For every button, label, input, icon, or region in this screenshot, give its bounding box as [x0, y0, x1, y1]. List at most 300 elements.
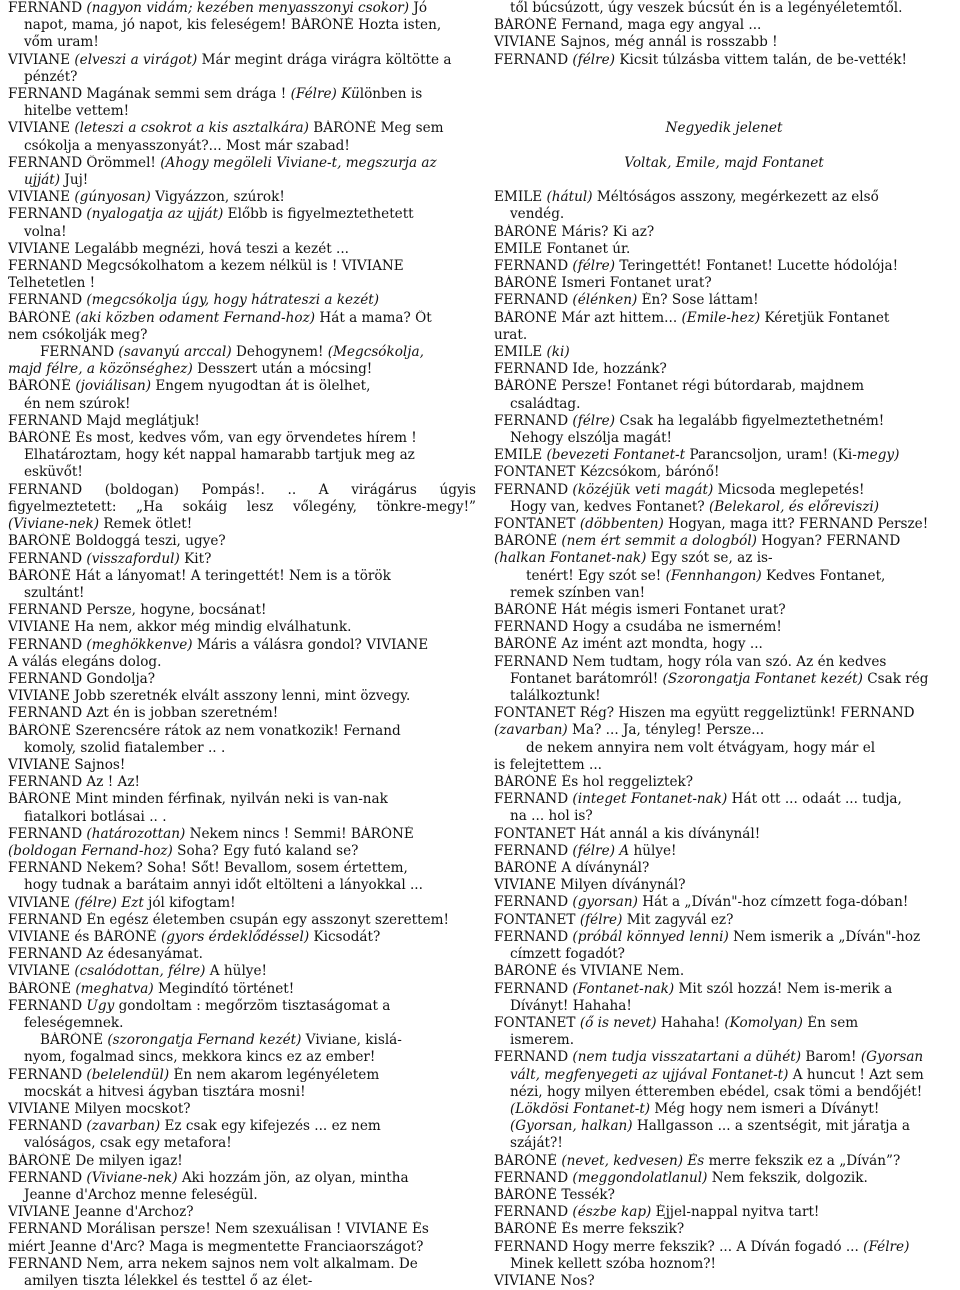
script-line — [8, 516, 476, 533]
dialogue-text: Kit? — [179, 550, 212, 567]
stage-direction: (gyors érdeklődéssel) — [161, 928, 310, 945]
dialogue-text: BÁRÓNÉ A díványnál? — [494, 860, 650, 877]
stage-direction: (Félre) — [863, 1238, 910, 1255]
dialogue-text: pénzét? — [24, 68, 78, 85]
script-line — [494, 464, 954, 481]
dialogue-text: FONTANET — [494, 1014, 580, 1031]
script-line — [494, 0, 954, 17]
stage-direction: (Emile-hez) — [681, 309, 761, 326]
dialogue-text: FONTANET Kézcsókom, bárónő! — [494, 464, 720, 481]
script-line — [8, 17, 476, 34]
dialogue-text: figyelmeztetett: „Ha sokáig lesz vőlegény, tönkre-megy!” — [8, 498, 476, 515]
dialogue-text: FERNAND Hogy a csudába ne ismerném! — [494, 619, 782, 636]
script-line — [8, 757, 476, 774]
dialogue-text: BÁRÓNÉ És most, kedves vőm, van egy örvendetes hírem ! — [8, 430, 417, 447]
dialogue-text: FERNAND Nem tudtam, hogy róla van szó. Az én kedves — [494, 653, 887, 670]
dialogue-text: Hát ott ... odaát ... tudja, — [727, 791, 902, 808]
dialogue-text: Viviane, kislá- — [301, 1032, 402, 1049]
script-line — [8, 843, 476, 860]
stage-direction: vált, megfenyegeti az ujjával Fontanet-t) — [510, 1066, 789, 1083]
stage-direction: (gyorsan) — [572, 894, 638, 911]
script-line — [8, 86, 476, 103]
dialogue-text: VIVIANE Sajnos! — [8, 756, 126, 773]
script-line — [8, 120, 476, 137]
dialogue-text: BÁRÓNÉ És merre fekszik? — [494, 1221, 685, 1238]
dialogue-text: A hülye! — [205, 963, 267, 980]
dialogue-text: Soha? Egy futó kaland se? — [172, 842, 359, 859]
script-line — [494, 310, 954, 327]
dialogue-text: A válás elegáns dolog. — [8, 653, 162, 670]
script-line — [8, 791, 476, 808]
dialogue-text: FERNAND Megcsókolhatom a kezem nélkül is ! VIVIANE — [8, 258, 404, 275]
dialogue-text: FERNAND Majd meglátjuk! — [8, 412, 200, 429]
dialogue-text: FERNAND — [494, 1169, 573, 1186]
dialogue-text: címzett fogadót? — [510, 946, 625, 963]
stage-direction: (hátul) — [546, 189, 593, 206]
dialogue-text: Én nem akarom legényéletem — [169, 1066, 380, 1083]
script-line — [8, 826, 476, 843]
stage-direction: (Belekarol, és előreviszi) — [709, 498, 880, 515]
dialogue-text: vőm uram! — [24, 34, 99, 51]
script-line — [494, 533, 954, 550]
dialogue-text: feleségemnek. — [24, 1014, 124, 1031]
script-line — [8, 585, 476, 602]
dialogue-text: BÁRÓNÉ Hát a lányomat! A teringettét! Nem is a török — [8, 567, 391, 584]
script-line — [8, 654, 476, 671]
dialogue-text: fiatalkori botlásai .. . — [24, 808, 167, 825]
script-line — [494, 585, 954, 602]
dialogue-text: BÁRÓNÉ Máris? Ki az? — [494, 223, 655, 240]
stage-direction: (savanyú arccal) — [118, 344, 232, 361]
dialogue-text: BÁRÓNÉ De milyen igaz! — [8, 1152, 183, 1169]
script-line — [8, 1221, 476, 1238]
script-line — [494, 791, 954, 808]
script-line — [8, 946, 476, 963]
script-line — [8, 1187, 476, 1204]
dialogue-text: Hogyan, maga itt? FERNAND Persze! — [663, 516, 929, 533]
dialogue-text: FERNAND — [494, 928, 573, 945]
stage-direction: ujját) — [24, 172, 61, 189]
dialogue-text: FERNAND — [8, 0, 87, 16]
script-line — [8, 912, 476, 929]
script-line — [8, 671, 476, 688]
script-line — [8, 740, 476, 757]
stage-direction: (Félre) Kü — [290, 86, 360, 103]
stage-direction: (visszafordul) — [86, 550, 180, 567]
stage-direction: Úgy — [86, 997, 115, 1014]
dialogue-text: Kicsodát? — [309, 928, 381, 945]
script-line — [494, 1015, 954, 1032]
script-line — [8, 1067, 476, 1084]
dialogue-text: BÁRÓNÉ Hát mégis ismeri Fontanet urat? — [494, 602, 786, 619]
dialogue-text: FERNAND — [8, 550, 87, 567]
stage-direction: Voltak, Emile, majd Fontanet — [624, 154, 824, 171]
script-line — [8, 774, 476, 791]
script-line — [494, 1118, 954, 1135]
dialogue-text: FERNAND Magának semmi sem drága ! — [8, 86, 291, 103]
stage-direction: (Viviane-nek) — [8, 516, 100, 533]
stage-direction: (félre) — [572, 51, 615, 68]
stage-direction: (halkan Fontanet-nak) — [494, 550, 647, 567]
script-line — [8, 1256, 476, 1273]
dialogue-text: jól kifogtam! — [143, 894, 236, 911]
dialogue-text: amilyen tiszta lélekkel és testtel ő az élet- — [24, 1273, 313, 1290]
dialogue-text: volna! — [24, 223, 67, 240]
script-line — [8, 723, 476, 740]
script-line — [494, 17, 954, 34]
script-line — [494, 843, 954, 860]
script-line — [8, 1153, 476, 1170]
script-line — [494, 912, 954, 929]
script-line — [494, 877, 954, 894]
dialogue-text: Barom! — [801, 1049, 861, 1066]
dialogue-text: BARÓNÉ Boldoggá teszi, ugye? — [8, 533, 226, 550]
stage-direction: (Komolyan) — [724, 1014, 803, 1031]
dialogue-text: FONTANET — [494, 911, 580, 928]
scene-heading — [494, 155, 954, 172]
dialogue-text: BÁRÓNÉ Az imént azt mondta, hogy ... — [494, 636, 763, 653]
script-line — [494, 636, 954, 653]
stage-direction: (Szorongatja Fontanet kezét) — [662, 670, 863, 687]
stage-direction: (Ahogy megöleli Viviane-t, megszurja az — [160, 154, 437, 171]
dialogue-text: gondoltam : megőrzöm tisztaságomat a — [114, 997, 391, 1014]
dialogue-text: VIVIANE — [8, 189, 75, 206]
dialogue-text: BÁRÓNÉ Már azt hittem... — [494, 309, 682, 326]
dialogue-text: Mit szól hozzá! Nem is-merik a — [674, 980, 893, 997]
dialogue-text: komoly, szolid fiatalember .. . — [24, 739, 226, 756]
dialogue-text: FERNAND Persze, hogyne, bocsánat! — [8, 602, 267, 619]
script-line — [494, 327, 954, 344]
script-line — [494, 413, 954, 430]
script-line — [8, 499, 476, 516]
stage-direction: (bevezeti Fontanet-t — [546, 447, 686, 464]
script-line — [8, 809, 476, 826]
stage-direction: (Lökdösi Fontanet-t) — [510, 1100, 651, 1117]
dialogue-text: BÁRÓNÉ Tessék? — [494, 1186, 615, 1203]
dialogue-text: nyom, fogalmad sincs, mekkora kincs ez az ember! — [24, 1049, 376, 1066]
dialogue-text: VIVIANE Milyen mocskot? — [8, 1101, 191, 1117]
script-line — [494, 757, 954, 774]
stage-direction: (csalódottan, félre) — [74, 963, 206, 980]
dialogue-text: BÁRÓNÉ És hol reggeliztek? — [494, 774, 694, 791]
dialogue-text: ismerem. — [510, 1032, 575, 1049]
dialogue-text: FERNAND — [8, 206, 87, 223]
dialogue-text: VIVIANE Nos? — [494, 1272, 595, 1289]
dialogue-text: Aki hozzám jön, az olyan, mintha — [177, 1169, 409, 1186]
script-line — [494, 654, 954, 671]
dialogue-text: VIVIANE Jeanne d'Archoz? — [8, 1204, 194, 1221]
script-line — [494, 1049, 954, 1066]
dialogue-text: Egy szót se, az is- — [646, 550, 773, 567]
stage-direction: (döbbenten) — [579, 516, 664, 533]
stage-direction: megy) — [856, 447, 900, 464]
stage-direction: (meghökkenve) — [86, 636, 193, 653]
stage-direction: (Gyorsan — [860, 1049, 924, 1066]
script-line — [8, 860, 476, 877]
script-line — [494, 550, 954, 567]
stage-direction: (leteszi a csokrot a kis asztalkára) — [74, 120, 309, 137]
blank-line — [494, 86, 954, 103]
dialogue-text: de nekem annyira nem volt étvágyam, hogy már el — [526, 739, 876, 756]
dialogue-text: Ma? ... Ja, tényleg! Persze... — [567, 722, 765, 739]
dialogue-text: Nekem nincs ! Semmi! BÁRÓNÉ — [185, 825, 414, 842]
script-line — [8, 602, 476, 619]
script-line — [8, 1239, 476, 1256]
dialogue-text: Én sem — [802, 1014, 859, 1031]
script-line — [8, 1118, 476, 1135]
dialogue-text: Fontanet barátomról! — [510, 670, 663, 687]
script-line — [8, 0, 476, 17]
dialogue-text: Kedves Fontanet, — [761, 567, 886, 584]
dialogue-text: VIVIANE — [8, 894, 75, 911]
dialogue-text: EMILE — [494, 343, 547, 360]
dialogue-text: urat. — [494, 326, 528, 343]
stage-direction: (joviálisan) — [75, 378, 151, 395]
dialogue-text: találkoztunk! — [510, 688, 601, 705]
dialogue-text: Minek kellett szóba hoznom?! — [510, 1255, 717, 1272]
dialogue-text: BÁRÓNÉ — [8, 378, 76, 395]
dialogue-text: Csak rég — [862, 670, 929, 687]
stage-direction: (élénken) — [572, 292, 638, 309]
dialogue-text: Már megint drága virágra költötte a — [197, 51, 452, 68]
script-line — [494, 1101, 954, 1118]
dialogue-text: BÁRÓNÉ Fernand, maga egy angyal ... — [494, 17, 762, 34]
script-line — [8, 929, 476, 946]
script-line — [8, 637, 476, 654]
dialogue-text: mocskát a hitvesi ágyban tisztára mosni! — [24, 1083, 306, 1100]
dialogue-text: FERNAND — [8, 292, 87, 309]
stage-direction: (próbál könnyed lenni) — [572, 928, 729, 945]
dialogue-text: EMILE — [494, 189, 547, 206]
dialogue-text: FERNAND — [494, 894, 573, 911]
stage-direction: (aki közben odament Fernand-hoz) — [75, 309, 316, 326]
dialogue-text: nézi, hogy milyen étteremben ebédel, csak tömi a bendőjét! — [510, 1083, 923, 1100]
script-line — [494, 826, 954, 843]
stage-direction: (nagyon vidám; kezében menyasszonyi csokor) — [86, 0, 410, 16]
dialogue-text: VIVIANE Legalább megnézi, hová teszi a kezét ... — [8, 240, 349, 257]
stage-direction: (Fennhangon) — [665, 567, 762, 584]
dialogue-text: Engem nyugodtan át is ölelhet, — [151, 378, 371, 395]
dialogue-text: FERNAND Hogy merre fekszik? ... A Díván fogadó ... — [494, 1238, 864, 1255]
script-line — [8, 52, 476, 69]
dialogue-text: Juj! — [60, 172, 89, 189]
stage-direction: (belelendül) — [86, 1066, 170, 1083]
stage-direction: (félre) — [579, 911, 623, 928]
script-line — [8, 310, 476, 327]
dialogue-text: Jeanne d'Archoz menne feleségül. — [24, 1187, 258, 1204]
script-line — [8, 895, 476, 912]
dialogue-text: nem csókolják meg? — [8, 326, 148, 343]
dialogue-text: FERNAND Azt én is jobban szeretném! — [8, 705, 279, 722]
dialogue-text: FERNAND Nem, arra nekem sajnos nem volt alkalmam. De — [8, 1255, 418, 1272]
dialogue-text: Hogyan? FERNAND — [756, 533, 901, 550]
dialogue-text: Nem fekszik, dolgozik. — [707, 1169, 868, 1186]
script-line — [494, 671, 954, 688]
dialogue-text: Desszert után a mócsing! — [192, 361, 373, 378]
dialogue-text: FERNAND Morálisan persze! Nem szexuálisan ! VIVIANE És — [8, 1221, 429, 1238]
script-line — [494, 1187, 954, 1204]
script-line — [8, 1170, 476, 1187]
dialogue-text: FERNAND — [494, 1204, 573, 1221]
dialogue-text: BÁRÓNÉ — [494, 533, 562, 550]
dialogue-text: BÁRÓNÉ Persze! Fontanet régi bútordarab, majdnem — [494, 378, 865, 395]
blank-line — [494, 103, 954, 120]
script-line — [494, 1153, 954, 1170]
dialogue-text: BÁRÓNÉ — [8, 980, 76, 997]
dialogue-text: Remek ötlet! — [99, 516, 193, 533]
dialogue-text: Parancsoljon, uram! (Ki- — [685, 447, 857, 464]
script-line — [8, 1084, 476, 1101]
script-line — [8, 963, 476, 980]
dialogue-text: BÁRÓNÉ Szerencsére rátok az nem vonatkozik! Fernand — [8, 722, 401, 739]
script-line — [494, 1239, 954, 1256]
stage-direction: (nevet, kedvesen) És — [561, 1152, 705, 1169]
dialogue-text: lönben is — [359, 86, 423, 103]
right-column — [494, 0, 954, 1290]
dialogue-text: FERNAND — [494, 791, 573, 808]
dialogue-text: FERNAND Az édesanyámat. — [8, 946, 203, 963]
dialogue-text: Kéretjük Fontanet — [760, 309, 890, 326]
dialogue-text: VIVIANE és BÁRÓNÉ — [8, 928, 161, 945]
script-line — [494, 929, 954, 946]
script-line — [494, 1084, 954, 1101]
dialogue-text: A huncut ! Azt sem — [788, 1066, 924, 1083]
dialogue-text: Előbb is figyelmeztethetett — [223, 206, 414, 223]
dialogue-text: FERNAND Ide, hozzánk? — [494, 361, 667, 378]
script-line — [8, 241, 476, 258]
stage-direction: majd félre, a közönséghez) — [8, 361, 193, 378]
dialogue-text: Hahaha! — [656, 1014, 725, 1031]
script-line — [494, 482, 954, 499]
dialogue-text: Teringettét! Fontanet! Lucette hódolója! — [615, 257, 899, 274]
dialogue-text: szultánt! — [24, 584, 85, 601]
script-line — [8, 877, 476, 894]
dialogue-text: csókolja a menyasszonyát?... Most már szabad! — [24, 137, 350, 154]
script-line — [494, 344, 954, 361]
script-line — [8, 464, 476, 481]
script-line — [494, 774, 954, 791]
script-line — [8, 981, 476, 998]
script-line — [494, 34, 954, 51]
stage-direction: (észbe kap) — [572, 1204, 652, 1221]
dialogue-text: FERNAND — [8, 636, 87, 653]
script-line — [8, 361, 476, 378]
script-line — [8, 172, 476, 189]
stage-direction: (elveszi a virágot) — [74, 51, 198, 68]
stage-direction: (Gyorsan, halkan) — [510, 1118, 633, 1135]
script-line — [494, 1032, 954, 1049]
stage-direction: (meggondolatlanul) — [572, 1169, 708, 1186]
dialogue-text: én nem szúrok! — [24, 395, 131, 412]
script-line — [494, 688, 954, 705]
script-line — [8, 292, 476, 309]
script-line — [494, 602, 954, 619]
script-line — [494, 808, 954, 825]
script-line — [494, 516, 954, 533]
script-line — [494, 568, 954, 585]
script-line — [8, 155, 476, 172]
script-line — [494, 447, 954, 464]
dialogue-text: FONTANET Hát annál a kis díványnál! — [494, 825, 761, 842]
script-line — [8, 34, 476, 51]
dialogue-text: FERNAND — [494, 51, 573, 68]
dialogue-text: től búcsúzott, úgy veszek búcsút én is a legényéletemtől. — [510, 0, 903, 16]
script-line — [494, 619, 954, 636]
dialogue-text: FERNAND Nekem? Soha! Sőt! Bevallom, sosem értettem, — [8, 860, 408, 877]
script-line — [494, 705, 954, 722]
script-line — [494, 258, 954, 275]
dialogue-text: VIVIANE — [8, 120, 75, 137]
stage-direction: (nem tudja visszatartani a dühét) — [572, 1049, 802, 1066]
script-line — [8, 378, 476, 395]
dialogue-text: Megindító történet! — [153, 980, 295, 997]
stage-direction: (szorongatja Fernand kezét) — [107, 1032, 302, 1049]
dialogue-text: Mit zagyvál ez? — [622, 911, 734, 928]
script-line — [494, 189, 954, 206]
stage-direction: (határozottan) — [86, 825, 186, 842]
dialogue-text: hülye! — [629, 842, 677, 859]
script-line — [8, 396, 476, 413]
stage-direction: (ő is nevet) — [579, 1014, 657, 1031]
dialogue-text: VIVIANE Milyen díványnál? — [494, 877, 686, 894]
dialogue-text: tenért! Egy szót se! — [526, 567, 666, 584]
dialogue-text: VIVIANE Ha nem, akkor még mindig elválhatunk. — [8, 619, 352, 636]
script-line — [494, 894, 954, 911]
dialogue-text: Méltóságos asszony, megérkezett az első — [592, 189, 879, 206]
script-line — [8, 1101, 476, 1118]
script-line — [8, 1032, 476, 1049]
stage-direction: (Fontanet-nak) — [572, 980, 675, 997]
dialogue-text: FONTANET Rég? Hiszen ma együtt reggeliztünk! FERNAND — [494, 705, 915, 722]
dialogue-text: Még hogy nem ismeri a Díványt! — [650, 1100, 880, 1117]
script-line — [494, 52, 954, 69]
stage-direction: (félre) A — [572, 842, 630, 859]
script-line — [8, 327, 476, 344]
stage-direction: (meghatva) — [75, 980, 154, 997]
blank-line — [494, 138, 954, 155]
dialogue-text: FERNAND — [494, 842, 573, 859]
dialogue-text: VIVIANE Jobb szeretnék elvált asszony lenni, mint özvegy. — [8, 688, 411, 705]
script-line — [494, 860, 954, 877]
left-column — [8, 0, 476, 1290]
script-line — [494, 275, 954, 292]
dialogue-text: Nehogy elszólja magát! — [510, 430, 673, 446]
dialogue-text: FERNAND — [8, 1118, 87, 1135]
dialogue-text: Díványt! Hahaha! — [510, 997, 632, 1014]
script-line — [494, 224, 954, 241]
script-line — [494, 981, 954, 998]
dialogue-text: EMILE — [494, 447, 547, 464]
script-line — [494, 1170, 954, 1187]
dialogue-text: Ez csak egy kifejezés ... ez nem — [160, 1118, 381, 1135]
blank-line — [494, 69, 954, 86]
dialogue-text: esküvőt! — [24, 464, 83, 481]
dialogue-text: BÁRÓNÉ Mint minden férfinak, nyilván neki is van-nak — [8, 791, 388, 808]
dialogue-text: hogy tudnak a barátaim annyi időt eltölteni a lányokkal ... — [24, 877, 423, 894]
stage-direction: Negyedik jelenet — [665, 120, 783, 137]
dialogue-text: Csak ha legalább figyelmeztethetném! — [615, 412, 885, 429]
dialogue-text: FERNAND — [8, 1066, 87, 1083]
script-line — [494, 1221, 954, 1238]
dialogue-text: Dehogynem! — [231, 344, 328, 361]
script-line — [494, 722, 954, 739]
stage-direction: (nyalogatja az ujját) — [86, 206, 224, 223]
dialogue-text: BÁRÓNÉ — [8, 309, 76, 326]
script-line — [8, 705, 476, 722]
script-line — [494, 499, 954, 516]
stage-direction: (félre) — [572, 412, 615, 429]
script-line — [494, 1067, 954, 1084]
